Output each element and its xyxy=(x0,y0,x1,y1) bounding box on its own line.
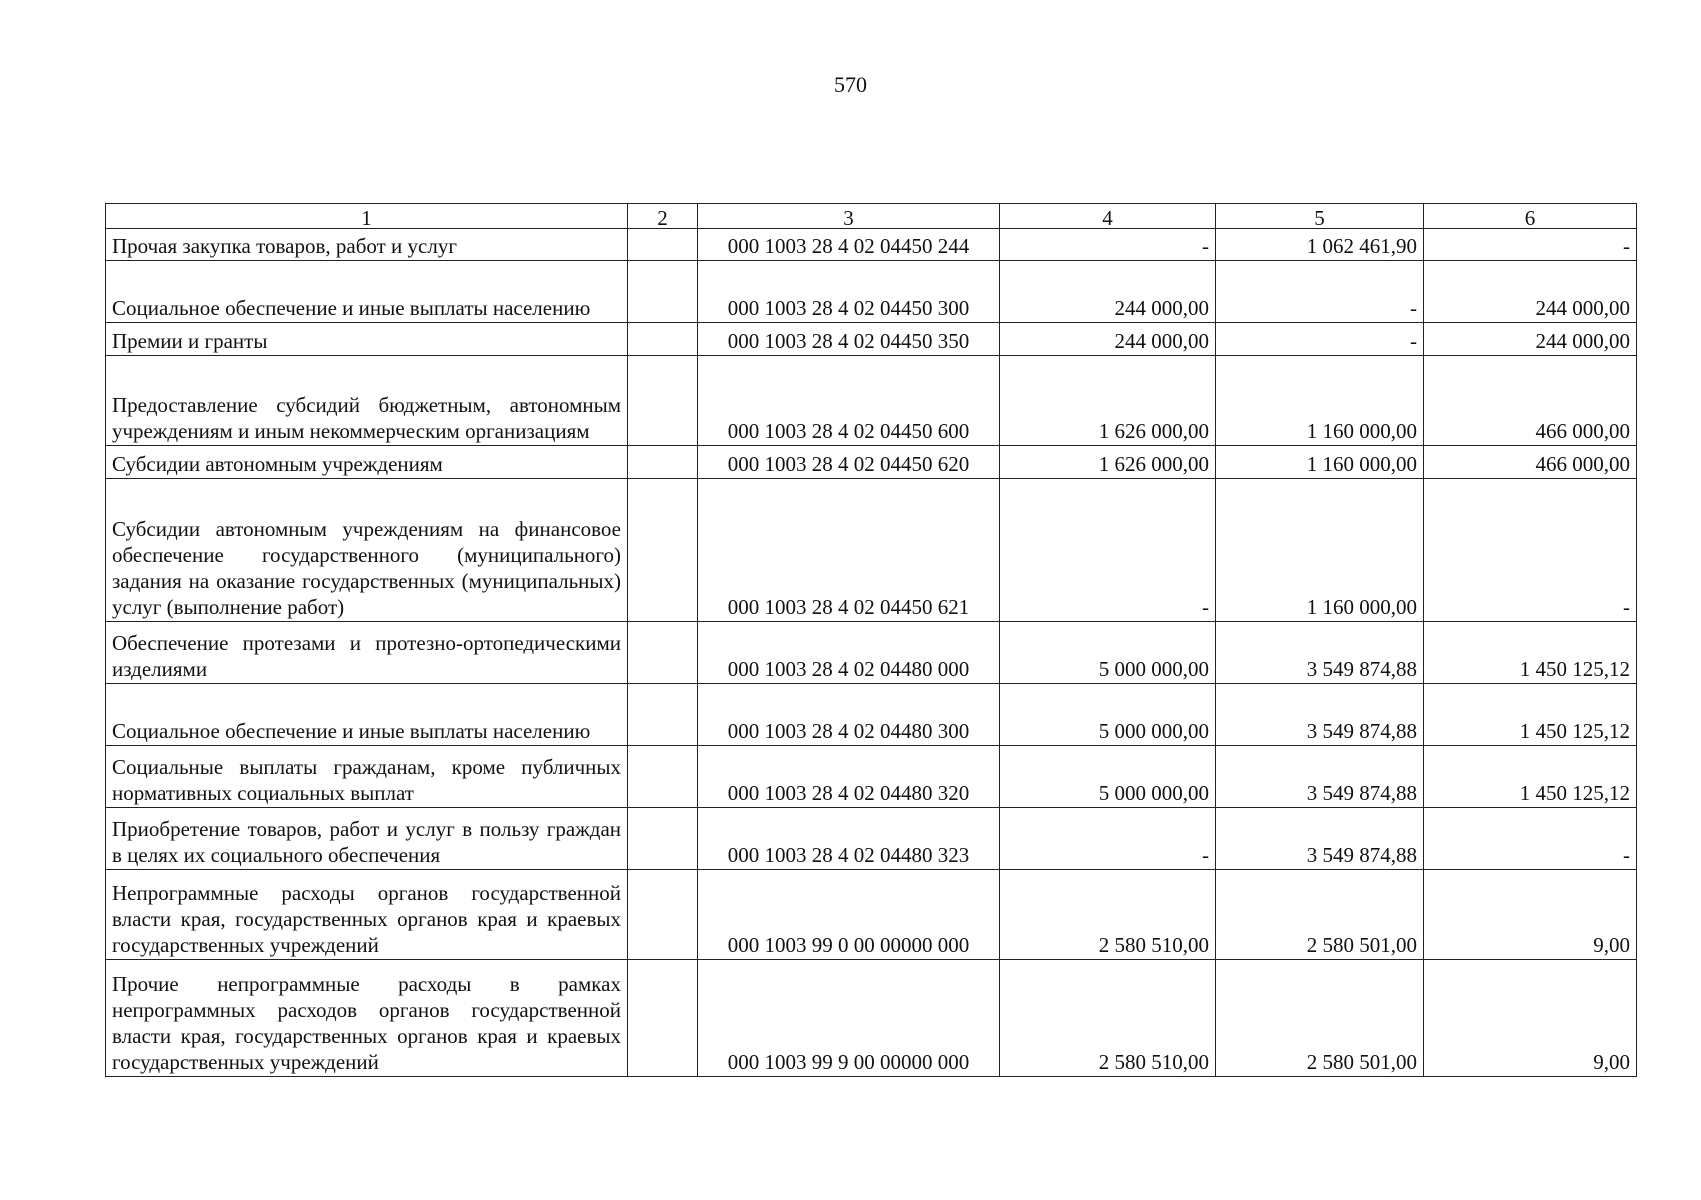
row-col5: 2 580 501,00 xyxy=(1216,870,1424,960)
row-col6: 244 000,00 xyxy=(1424,261,1637,323)
row-col2 xyxy=(628,356,698,446)
row-col4: 5 000 000,00 xyxy=(1000,746,1216,808)
row-col5: 3 549 874,88 xyxy=(1216,622,1424,684)
row-col6: 466 000,00 xyxy=(1424,356,1637,446)
column-header: 6 xyxy=(1424,204,1637,229)
row-col2 xyxy=(628,261,698,323)
row-name: Субсидии автономным учреждениям на финансовое обеспечение государственного (муниципального) задания на оказание государственных (муниципальных) услуг (выполнение работ) xyxy=(106,479,628,622)
row-col6: 9,00 xyxy=(1424,960,1637,1077)
table-row xyxy=(106,323,1637,356)
header-row xyxy=(106,204,1637,229)
row-col6: 9,00 xyxy=(1424,870,1637,960)
row-col5: 1 160 000,00 xyxy=(1216,479,1424,622)
row-col4: - xyxy=(1000,808,1216,870)
row-name: Премии и гранты xyxy=(106,323,628,356)
row-code: 000 1003 28 4 02 04450 620 xyxy=(698,446,1000,479)
row-col6: - xyxy=(1424,229,1637,261)
table-row xyxy=(106,960,1637,1077)
row-col6: - xyxy=(1424,479,1637,622)
row-code: 000 1003 99 9 00 00000 000 xyxy=(698,960,1000,1077)
row-code: 000 1003 28 4 02 04450 350 xyxy=(698,323,1000,356)
table-row xyxy=(106,808,1637,870)
row-code: 000 1003 28 4 02 04450 244 xyxy=(698,229,1000,261)
table-row xyxy=(106,229,1637,261)
row-col4: 2 580 510,00 xyxy=(1000,870,1216,960)
row-col2 xyxy=(628,746,698,808)
row-code: 000 1003 28 4 02 04450 600 xyxy=(698,356,1000,446)
row-col6: 1 450 125,12 xyxy=(1424,746,1637,808)
row-col2 xyxy=(628,229,698,261)
row-col5: 3 549 874,88 xyxy=(1216,808,1424,870)
column-header: 1 xyxy=(106,204,628,229)
table-row xyxy=(106,684,1637,746)
column-header: 5 xyxy=(1216,204,1424,229)
row-col4: - xyxy=(1000,229,1216,261)
row-name: Обеспечение протезами и протезно-ортопедическими изделиями xyxy=(106,622,628,684)
table-row xyxy=(106,479,1637,622)
row-col6: - xyxy=(1424,808,1637,870)
row-name: Социальное обеспечение и иные выплаты населению xyxy=(106,261,628,323)
row-col2 xyxy=(628,323,698,356)
column-header: 3 xyxy=(698,204,1000,229)
table-row xyxy=(106,746,1637,808)
row-col4: 1 626 000,00 xyxy=(1000,356,1216,446)
row-col5: 3 549 874,88 xyxy=(1216,684,1424,746)
row-name: Социальные выплаты гражданам, кроме публичных нормативных социальных выплат xyxy=(106,746,628,808)
table-row xyxy=(106,622,1637,684)
row-col4: 244 000,00 xyxy=(1000,261,1216,323)
row-code: 000 1003 28 4 02 04480 000 xyxy=(698,622,1000,684)
row-col5: 1 160 000,00 xyxy=(1216,446,1424,479)
row-name: Приобретение товаров, работ и услуг в пользу граждан в целях их социального обеспечения xyxy=(106,808,628,870)
row-col6: 1 450 125,12 xyxy=(1424,622,1637,684)
row-col2 xyxy=(628,622,698,684)
row-col2 xyxy=(628,479,698,622)
row-col2 xyxy=(628,960,698,1077)
row-code: 000 1003 28 4 02 04480 320 xyxy=(698,746,1000,808)
row-col5: 1 160 000,00 xyxy=(1216,356,1424,446)
row-col4: 2 580 510,00 xyxy=(1000,960,1216,1077)
row-col5: 1 062 461,90 xyxy=(1216,229,1424,261)
column-header: 4 xyxy=(1000,204,1216,229)
table-row xyxy=(106,446,1637,479)
row-name: Социальное обеспечение и иные выплаты населению xyxy=(106,684,628,746)
page-number: 570 xyxy=(834,72,867,97)
row-name: Субсидии автономным учреждениям xyxy=(106,446,628,479)
row-name: Прочая закупка товаров, работ и услуг xyxy=(106,229,628,261)
row-code: 000 1003 28 4 02 04450 621 xyxy=(698,479,1000,622)
table-row xyxy=(106,356,1637,446)
row-name: Прочие непрограммные расходы в рамках непрограммных расходов органов государственной власти края, государственных органов края и краевых государственных учреждений xyxy=(106,960,628,1077)
row-name: Предоставление субсидий бюджетным, автономным учреждениям и иным некоммерческим организациям xyxy=(106,356,628,446)
row-col4: 1 626 000,00 xyxy=(1000,446,1216,479)
row-col4: - xyxy=(1000,479,1216,622)
row-code: 000 1003 28 4 02 04480 323 xyxy=(698,808,1000,870)
row-col5: 3 549 874,88 xyxy=(1216,746,1424,808)
row-col5: - xyxy=(1216,323,1424,356)
row-code: 000 1003 28 4 02 04480 300 xyxy=(698,684,1000,746)
row-col2 xyxy=(628,808,698,870)
row-col5: 2 580 501,00 xyxy=(1216,960,1424,1077)
row-col6: 1 450 125,12 xyxy=(1424,684,1637,746)
row-col4: 5 000 000,00 xyxy=(1000,684,1216,746)
column-header: 2 xyxy=(628,204,698,229)
row-col2 xyxy=(628,870,698,960)
budget-table xyxy=(105,203,1637,1077)
row-col2 xyxy=(628,446,698,479)
row-name: Непрограммные расходы органов государственной власти края, государственных органов края и краевых государственных учреждений xyxy=(106,870,628,960)
row-col6: 466 000,00 xyxy=(1424,446,1637,479)
row-code: 000 1003 28 4 02 04450 300 xyxy=(698,261,1000,323)
row-col5: - xyxy=(1216,261,1424,323)
row-col4: 5 000 000,00 xyxy=(1000,622,1216,684)
row-col2 xyxy=(628,684,698,746)
table-row xyxy=(106,261,1637,323)
row-code: 000 1003 99 0 00 00000 000 xyxy=(698,870,1000,960)
row-col4: 244 000,00 xyxy=(1000,323,1216,356)
table-row xyxy=(106,870,1637,960)
row-col6: 244 000,00 xyxy=(1424,323,1637,356)
